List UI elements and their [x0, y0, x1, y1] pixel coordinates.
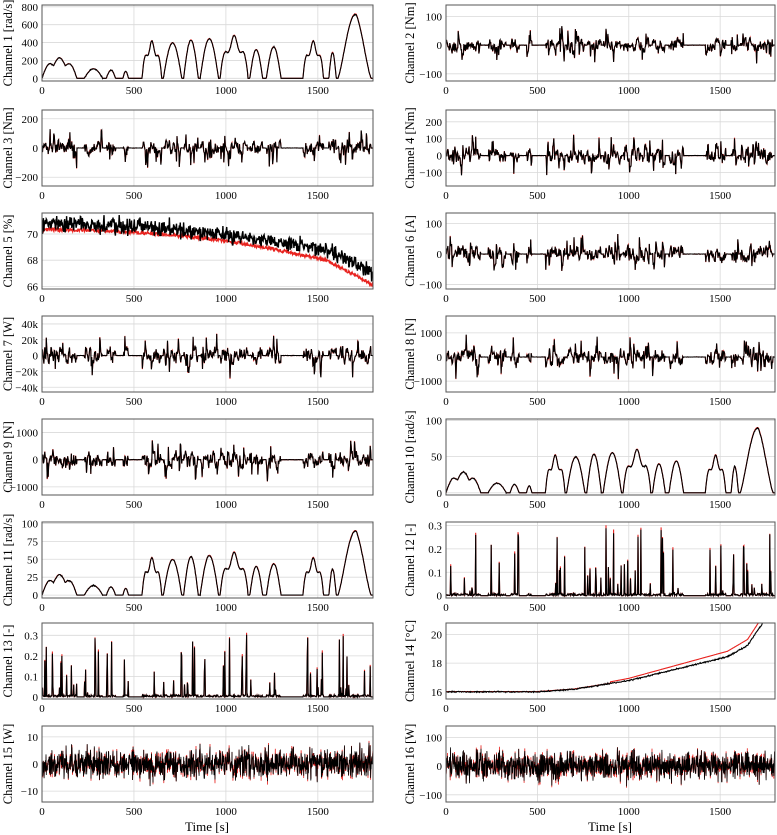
- x-tick-label: 1500: [306, 499, 329, 511]
- x-tick-label: 1000: [214, 806, 237, 818]
- y-tick-label: 0: [32, 590, 38, 603]
- x-tick-label: 0: [443, 85, 449, 97]
- y-tick-label: 0: [436, 352, 442, 365]
- series-line-measured: [446, 234, 775, 271]
- y-tick-label: −100: [419, 68, 442, 81]
- y-axis-label: Channel 11 [rad/s]: [1, 513, 15, 607]
- x-tick-label: 500: [529, 85, 546, 97]
- panel-channel-3: [1, 107, 373, 202]
- y-tick-label: −1000: [413, 376, 442, 389]
- x-tick-label: 1500: [709, 293, 732, 305]
- x-tick-label: 500: [125, 396, 143, 408]
- panel-channel-6: [403, 213, 775, 305]
- y-tick-label: 0: [32, 454, 38, 467]
- y-tick-label: 18: [431, 658, 442, 671]
- y-tick-label: 0: [32, 73, 38, 86]
- x-tick-label: 0: [443, 602, 449, 614]
- y-axis-label: Channel 16 [W]: [403, 723, 417, 805]
- series-line-measured: [446, 335, 775, 379]
- panel-channel-2: [403, 2, 775, 97]
- x-tick-label: 1000: [617, 602, 640, 614]
- panel-channel-16: [403, 724, 775, 818]
- x-tick-label: 1500: [709, 602, 732, 614]
- x-tick-label: 500: [529, 703, 546, 715]
- y-axis-label: Channel 9 [N]: [1, 421, 15, 493]
- panel-channel-10: [403, 410, 775, 511]
- y-tick-label: −10: [20, 786, 38, 799]
- x-tick-label: 1500: [306, 703, 329, 715]
- x-tick-label: 0: [443, 703, 449, 715]
- x-tick-label: 0: [443, 806, 449, 818]
- y-tick-label: 0.1: [428, 567, 442, 580]
- y-tick-label: 25: [27, 572, 38, 585]
- panel-channel-5: [1, 213, 373, 305]
- y-tick-label: 68: [27, 255, 38, 268]
- y-tick-label: 0: [436, 40, 442, 53]
- x-tick-label: 0: [39, 85, 45, 97]
- x-tick-label: 500: [529, 293, 546, 305]
- x-tick-label: 500: [529, 499, 546, 511]
- y-tick-label: 200: [21, 55, 38, 68]
- y-tick-label: 100: [21, 518, 38, 531]
- y-tick-label: 70: [27, 228, 38, 241]
- y-tick-label: 0: [32, 143, 38, 155]
- y-tick-label: 100: [425, 415, 442, 428]
- x-tick-label: 1000: [214, 85, 237, 97]
- x-tick-label: 0: [443, 396, 449, 408]
- y-tick-label: −40k: [15, 382, 38, 395]
- y-tick-label: 75: [27, 536, 38, 549]
- y-tick-label: 50: [431, 451, 442, 464]
- x-tick-label: 500: [529, 190, 546, 202]
- x-tick-label: 1500: [709, 703, 732, 715]
- x-tick-label: 500: [125, 499, 143, 511]
- y-axis-label: Channel 14 [°C]: [403, 619, 417, 703]
- y-tick-label: 400: [21, 37, 38, 50]
- y-tick-label: 20: [431, 629, 442, 642]
- y-tick-label: 16: [431, 686, 442, 699]
- y-axis-label: Channel 6 [A]: [403, 215, 417, 287]
- x-tick-label: 1000: [214, 190, 237, 202]
- x-tick-label: 500: [125, 806, 143, 818]
- x-tick-label: 0: [443, 190, 449, 202]
- x-tick-label: 1000: [617, 85, 640, 97]
- x-tick-label: 1000: [617, 293, 640, 305]
- y-tick-label: 40k: [21, 318, 38, 331]
- y-tick-label: −100: [419, 167, 442, 180]
- x-tick-label: 1000: [214, 703, 237, 715]
- x-tick-label: 0: [39, 293, 45, 305]
- x-tick-label: 0: [39, 806, 45, 818]
- y-axis-label: Channel 13 [-]: [1, 624, 15, 698]
- y-tick-label: 0: [32, 691, 38, 704]
- y-tick-label: 0.1: [24, 671, 38, 684]
- y-tick-label: 0: [436, 487, 442, 500]
- x-tick-label: 0: [39, 703, 45, 715]
- y-axis-label: Channel 15 [W]: [1, 723, 15, 805]
- x-tick-label: 500: [529, 806, 546, 818]
- y-tick-label: −200: [15, 172, 38, 185]
- y-tick-label: 100: [425, 11, 442, 24]
- x-tick-label: 1500: [306, 190, 329, 202]
- series-line-measured: [42, 441, 373, 482]
- y-axis-label: Channel 5 [%]: [1, 214, 15, 288]
- y-axis-label: Channel 10 [rad/s]: [403, 410, 417, 504]
- y-tick-label: 0: [436, 249, 442, 262]
- y-tick-label: 200: [425, 116, 442, 129]
- x-tick-label: 1500: [306, 396, 329, 408]
- x-tick-label: 1500: [709, 806, 732, 818]
- x-tick-label: 500: [529, 396, 546, 408]
- series-line-measured: [42, 129, 373, 168]
- series-line-measured: [42, 635, 373, 697]
- x-tick-label: 500: [125, 293, 143, 305]
- y-tick-label: 0.2: [428, 543, 442, 556]
- y-tick-label: 50: [27, 554, 38, 567]
- panel-channel-11: [1, 514, 373, 614]
- y-tick-label: 0: [32, 350, 38, 363]
- series-line-measured: [446, 528, 775, 596]
- series-line-measured: [446, 428, 775, 493]
- y-tick-label: 100: [425, 218, 442, 231]
- x-tick-label: 1500: [306, 602, 329, 614]
- y-tick-label: 0.2: [24, 650, 38, 663]
- x-tick-label: 1000: [617, 396, 640, 408]
- x-tick-label: 1000: [617, 703, 640, 715]
- x-tick-label: 1500: [709, 190, 732, 202]
- panel-group: [1, 0, 775, 818]
- panel-channel-4: [403, 107, 775, 202]
- y-tick-label: −20k: [15, 366, 38, 379]
- x-tick-label: 1000: [617, 499, 640, 511]
- panel-channel-13: [1, 623, 373, 715]
- y-tick-label: −1000: [9, 481, 38, 494]
- y-tick-label: 600: [21, 19, 38, 32]
- series-line-measured: [446, 604, 775, 692]
- panel-channel-9: [1, 419, 373, 511]
- panel-channel-8: [403, 316, 775, 408]
- y-tick-label: 800: [21, 1, 38, 14]
- series-line-measured: [42, 743, 373, 787]
- y-axis-label: Channel 1 [rad/s]: [1, 0, 15, 87]
- y-tick-label: −100: [419, 279, 442, 292]
- y-tick-label: 20k: [21, 334, 38, 347]
- y-tick-label: 0: [32, 759, 38, 771]
- y-axis-label: Channel 4 [Nm]: [403, 107, 417, 189]
- x-tick-label: 1500: [709, 85, 732, 97]
- x-tick-label: 1000: [617, 190, 640, 202]
- y-axis-label: Channel 12 [-]: [403, 523, 417, 597]
- x-tick-label: 500: [125, 602, 143, 614]
- panel-channel-14: [403, 598, 775, 716]
- x-tick-label: 1000: [214, 396, 237, 408]
- x-tick-label: 0: [443, 499, 449, 511]
- x-axis-label-right: Time [s]: [588, 819, 632, 834]
- panel-channel-12: [403, 521, 775, 614]
- series-line-measured: [42, 215, 373, 282]
- x-tick-label: 0: [39, 190, 45, 202]
- y-axis-label: Channel 3 [Nm]: [1, 107, 15, 189]
- y-tick-label: 100: [425, 133, 442, 146]
- y-tick-label: 66: [27, 281, 38, 294]
- x-tick-label: 500: [125, 190, 143, 202]
- x-tick-label: 1500: [306, 293, 329, 305]
- x-tick-label: 1500: [306, 806, 329, 818]
- series-line-measured: [42, 531, 373, 596]
- y-tick-label: 1000: [16, 427, 38, 440]
- panel-channel-1: [1, 0, 373, 97]
- x-axis-label-left: Time [s]: [185, 819, 229, 834]
- x-tick-label: 0: [443, 293, 449, 305]
- y-tick-label: 100: [425, 732, 442, 745]
- series-line-measured: [42, 14, 373, 78]
- x-tick-label: 0: [39, 602, 45, 614]
- x-tick-label: 1000: [214, 499, 237, 511]
- y-tick-label: 200: [21, 113, 38, 126]
- x-tick-label: 1500: [306, 85, 329, 97]
- y-tick-label: 10: [27, 731, 38, 744]
- x-tick-label: 500: [529, 602, 546, 614]
- y-axis-label: Channel 7 [W]: [1, 316, 15, 392]
- x-tick-label: 1000: [214, 293, 237, 305]
- series-line-measured: [446, 135, 775, 175]
- y-tick-label: −100: [419, 789, 442, 802]
- y-tick-label: 0: [436, 761, 442, 774]
- y-tick-label: 0.3: [24, 630, 38, 643]
- y-axis-label: Channel 8 [N]: [403, 318, 417, 390]
- panel-frame: [42, 623, 373, 699]
- panel-channel-7: [1, 316, 373, 408]
- x-tick-label: 0: [39, 396, 45, 408]
- x-tick-label: 0: [39, 499, 45, 511]
- y-axis-label: Channel 2 [Nm]: [403, 2, 417, 84]
- x-tick-label: 1000: [214, 602, 237, 614]
- x-tick-label: 500: [125, 85, 143, 97]
- x-tick-label: 1000: [617, 806, 640, 818]
- y-tick-label: 1000: [420, 327, 442, 340]
- y-tick-label: 0.3: [428, 520, 442, 533]
- x-tick-label: 1500: [709, 396, 732, 408]
- series-line-reference: [446, 428, 775, 493]
- x-tick-label: 500: [125, 703, 143, 715]
- y-tick-label: 0: [436, 590, 442, 603]
- y-tick-label: 0: [436, 150, 442, 163]
- x-tick-label: 1500: [709, 499, 732, 511]
- series-line-reference: [42, 633, 373, 697]
- panel-channel-15: [1, 724, 373, 818]
